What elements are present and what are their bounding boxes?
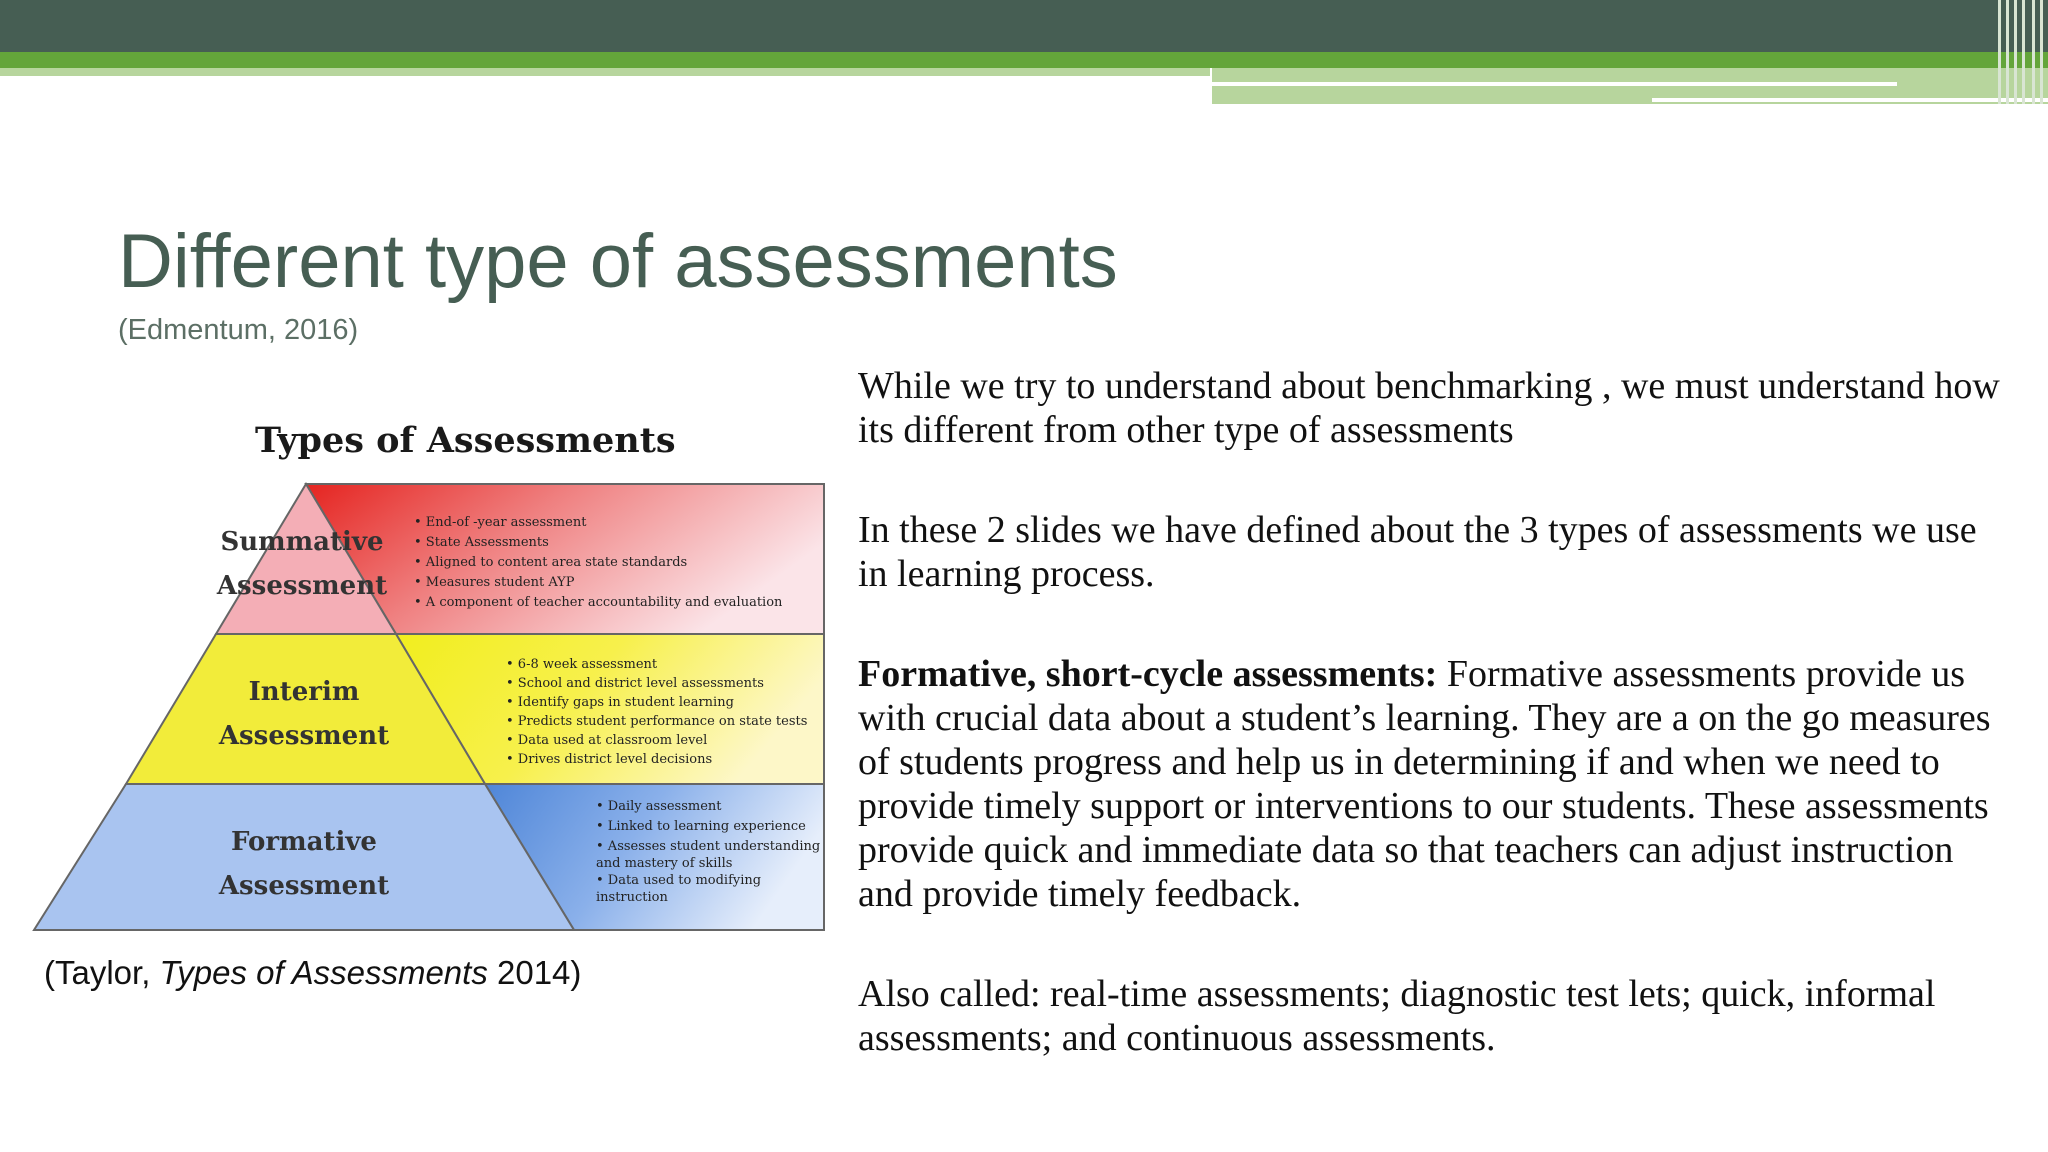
formative-heading: Formative, short-cycle assessments: <box>858 653 1438 695</box>
caption-title: Types of Assessments <box>159 954 488 991</box>
header-band-light <box>0 68 1210 76</box>
paragraph-formative <box>858 652 2008 916</box>
formative-description: Formative assessments provide us with crucial data about a student’s learning. They are a on the go measures of students progress and help us in determining if and when we need to provide timely support or interventions to our students. These assessments provide quick and immediate data so that teachers can adjust instruction and provide timely feedback. <box>858 653 1991 915</box>
paragraph-scope: In these 2 slides we have defined about the 3 types of assessments we use in learning process. <box>858 509 1977 595</box>
formative-label-2: Assessment <box>218 871 390 901</box>
summative-bullet: • A component of teacher accountability and evaluation <box>414 595 783 610</box>
formative-label-1: Formative <box>231 827 377 857</box>
slide-subtitle: (Edmentum, 2016) <box>118 314 359 346</box>
slide-body <box>858 364 2008 1116</box>
slide-title: Different type of assessments <box>118 219 1118 304</box>
summative-label-2: Assessment <box>216 571 388 601</box>
interim-bullet: • Predicts student performance on state tests <box>506 714 808 729</box>
interim-label-2: Assessment <box>218 721 390 751</box>
header-accent-line <box>1212 82 1897 86</box>
formative-bullet: • Linked to learning experience <box>596 819 806 834</box>
summative-label-1: Summative <box>220 527 384 557</box>
summative-bullet: • State Assessments <box>414 535 549 550</box>
interim-bullet: • Identify gaps in student learning <box>506 695 734 710</box>
caption-prefix: (Taylor, <box>44 954 160 991</box>
assessment-pyramid <box>30 478 830 938</box>
formative-bullet: • Assesses student understanding and mastery of skills <box>596 839 821 871</box>
header-band-green <box>0 52 2048 68</box>
formative-bullet: • Daily assessment <box>596 799 722 814</box>
formative-bullet: • Data used to modifying instruction <box>596 873 762 905</box>
interim-bullet: • 6-8 week assessment <box>506 657 658 672</box>
interim-label-1: Interim <box>248 677 360 707</box>
interim-bullet: • Data used at classroom level <box>506 733 708 748</box>
interim-bullet: • Drives district level decisions <box>506 752 713 767</box>
summative-bullet: • End-of -year assessment <box>414 515 587 530</box>
caption-suffix: 2014) <box>487 954 582 991</box>
pyramid-title: Types of Assessments <box>255 420 676 461</box>
figure-caption <box>44 954 581 992</box>
header-stripes <box>1992 0 2048 104</box>
formative-tier <box>34 784 574 930</box>
formative-bullets <box>596 799 822 930</box>
summative-bullet: • Measures student AYP <box>414 575 575 590</box>
paragraph-also-called: Also called: real-time assessments; diagnostic test lets; quick, informal assessments; and continuous assessments. <box>858 973 1936 1059</box>
header-accent-line-2 <box>1652 98 2048 102</box>
interim-bullet: • School and district level assessments <box>506 676 764 691</box>
header-band-dark <box>0 0 2048 52</box>
paragraph-intro: While we try to understand about benchmarking , we must understand how its different from other type of assessments <box>858 365 2000 451</box>
summative-bullet: • Aligned to content area state standards <box>414 555 688 570</box>
formative-bullet-wrap <box>596 838 822 930</box>
